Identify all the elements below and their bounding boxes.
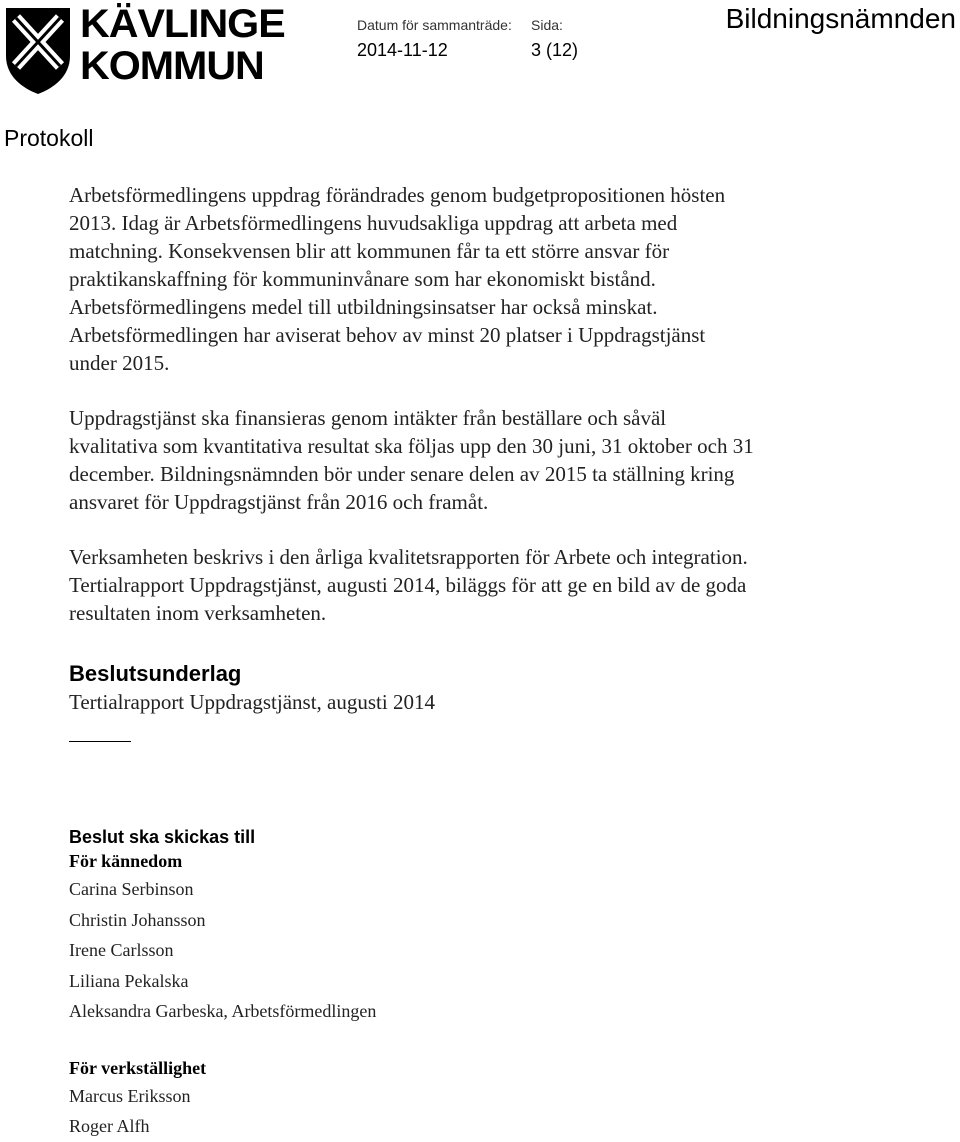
text-line: matchning. Konsekvensen blir att kommunen får ta ett större ansvar för bbox=[69, 239, 670, 263]
text-line: Arbetsförmedlingens medel till utbildningsinsatser har också minskat. bbox=[69, 295, 658, 319]
distribution-list bbox=[69, 826, 669, 1142]
beslutsunderlag-heading: Beslutsunderlag bbox=[69, 661, 242, 686]
text-line: Tertialrapport Uppdragstjänst, augusti 2014, biläggs för att ge en bild av de goda bbox=[69, 573, 747, 597]
municipality-logo bbox=[2, 2, 285, 96]
kannedom-label: För kännedom bbox=[69, 851, 183, 871]
recipient-name: Irene Carlsson bbox=[69, 940, 174, 960]
coat-of-arms-icon bbox=[2, 4, 74, 96]
meeting-date-value: 2014-11-12 bbox=[357, 40, 448, 60]
paragraph-1 bbox=[69, 181, 889, 377]
logo-wordmark bbox=[80, 4, 285, 88]
distribution-heading: Beslut ska skickas till bbox=[69, 827, 256, 847]
logo-line-2: KOMMUN bbox=[80, 44, 264, 88]
beslutsunderlag-section bbox=[69, 660, 889, 742]
recipient-name: Aleksandra Garbeska, Arbetsförmedlingen bbox=[69, 1001, 377, 1021]
document-body bbox=[69, 181, 889, 742]
recipient-name: Christin Johansson bbox=[69, 909, 206, 930]
text-line: praktikanskaffning för kommuninvånare som har ekonomiskt bistånd. bbox=[69, 267, 656, 291]
page-label: Sida: bbox=[531, 17, 563, 33]
text-line: ansvaret för Uppdragstjänst från 2016 och framåt. bbox=[69, 490, 489, 514]
text-line: kvalitativa som kvantitativa resultat ska följas upp den 30 juni, 31 oktober och 31 bbox=[69, 434, 754, 458]
beslutsunderlag-item: Tertialrapport Uppdragstjänst, augusti 2014 bbox=[69, 690, 435, 714]
divider bbox=[69, 741, 131, 742]
text-line: Arbetsförmedlingen har aviserat behov av minst 20 platser i Uppdragstjänst bbox=[69, 323, 706, 347]
verkstallighet-label: För verkställighet bbox=[69, 1057, 207, 1078]
recipient-name: Carina Serbinson bbox=[69, 879, 194, 899]
text-line: 2013. Idag är Arbetsförmedlingens huvudsakliga uppdrag att arbeta med bbox=[69, 211, 678, 235]
text-line: Verksamheten beskrivs i den årliga kvalitetsrapporten för Arbete och integration. bbox=[69, 545, 748, 569]
paragraph-3 bbox=[69, 543, 889, 627]
recipient-name: Roger Alfh bbox=[69, 1116, 150, 1136]
meeting-date-label: Datum för sammanträde: bbox=[357, 17, 512, 33]
text-line: december. Bildningsnämnden bör under senare delen av 2015 ta ställning kring bbox=[69, 462, 735, 486]
recipient-name: Marcus Eriksson bbox=[69, 1085, 191, 1106]
page-number: 3 (12) bbox=[531, 40, 579, 60]
text-line: Uppdragstjänst ska finansieras genom intäkter från beställare och såväl bbox=[69, 406, 667, 430]
text-line: resultaten inom verksamheten. bbox=[69, 601, 327, 625]
committee-name: Bildningsnämnden bbox=[725, 3, 956, 34]
document-type: Protokoll bbox=[4, 125, 94, 151]
recipient-name: Liliana Pekalska bbox=[69, 970, 189, 991]
text-line: under 2015. bbox=[69, 351, 170, 375]
text-line: Arbetsförmedlingens uppdrag förändrades genom budgetpropositionen hösten bbox=[69, 183, 726, 207]
logo-line-1: KÄVLINGE bbox=[80, 2, 285, 46]
paragraph-2 bbox=[69, 404, 889, 516]
